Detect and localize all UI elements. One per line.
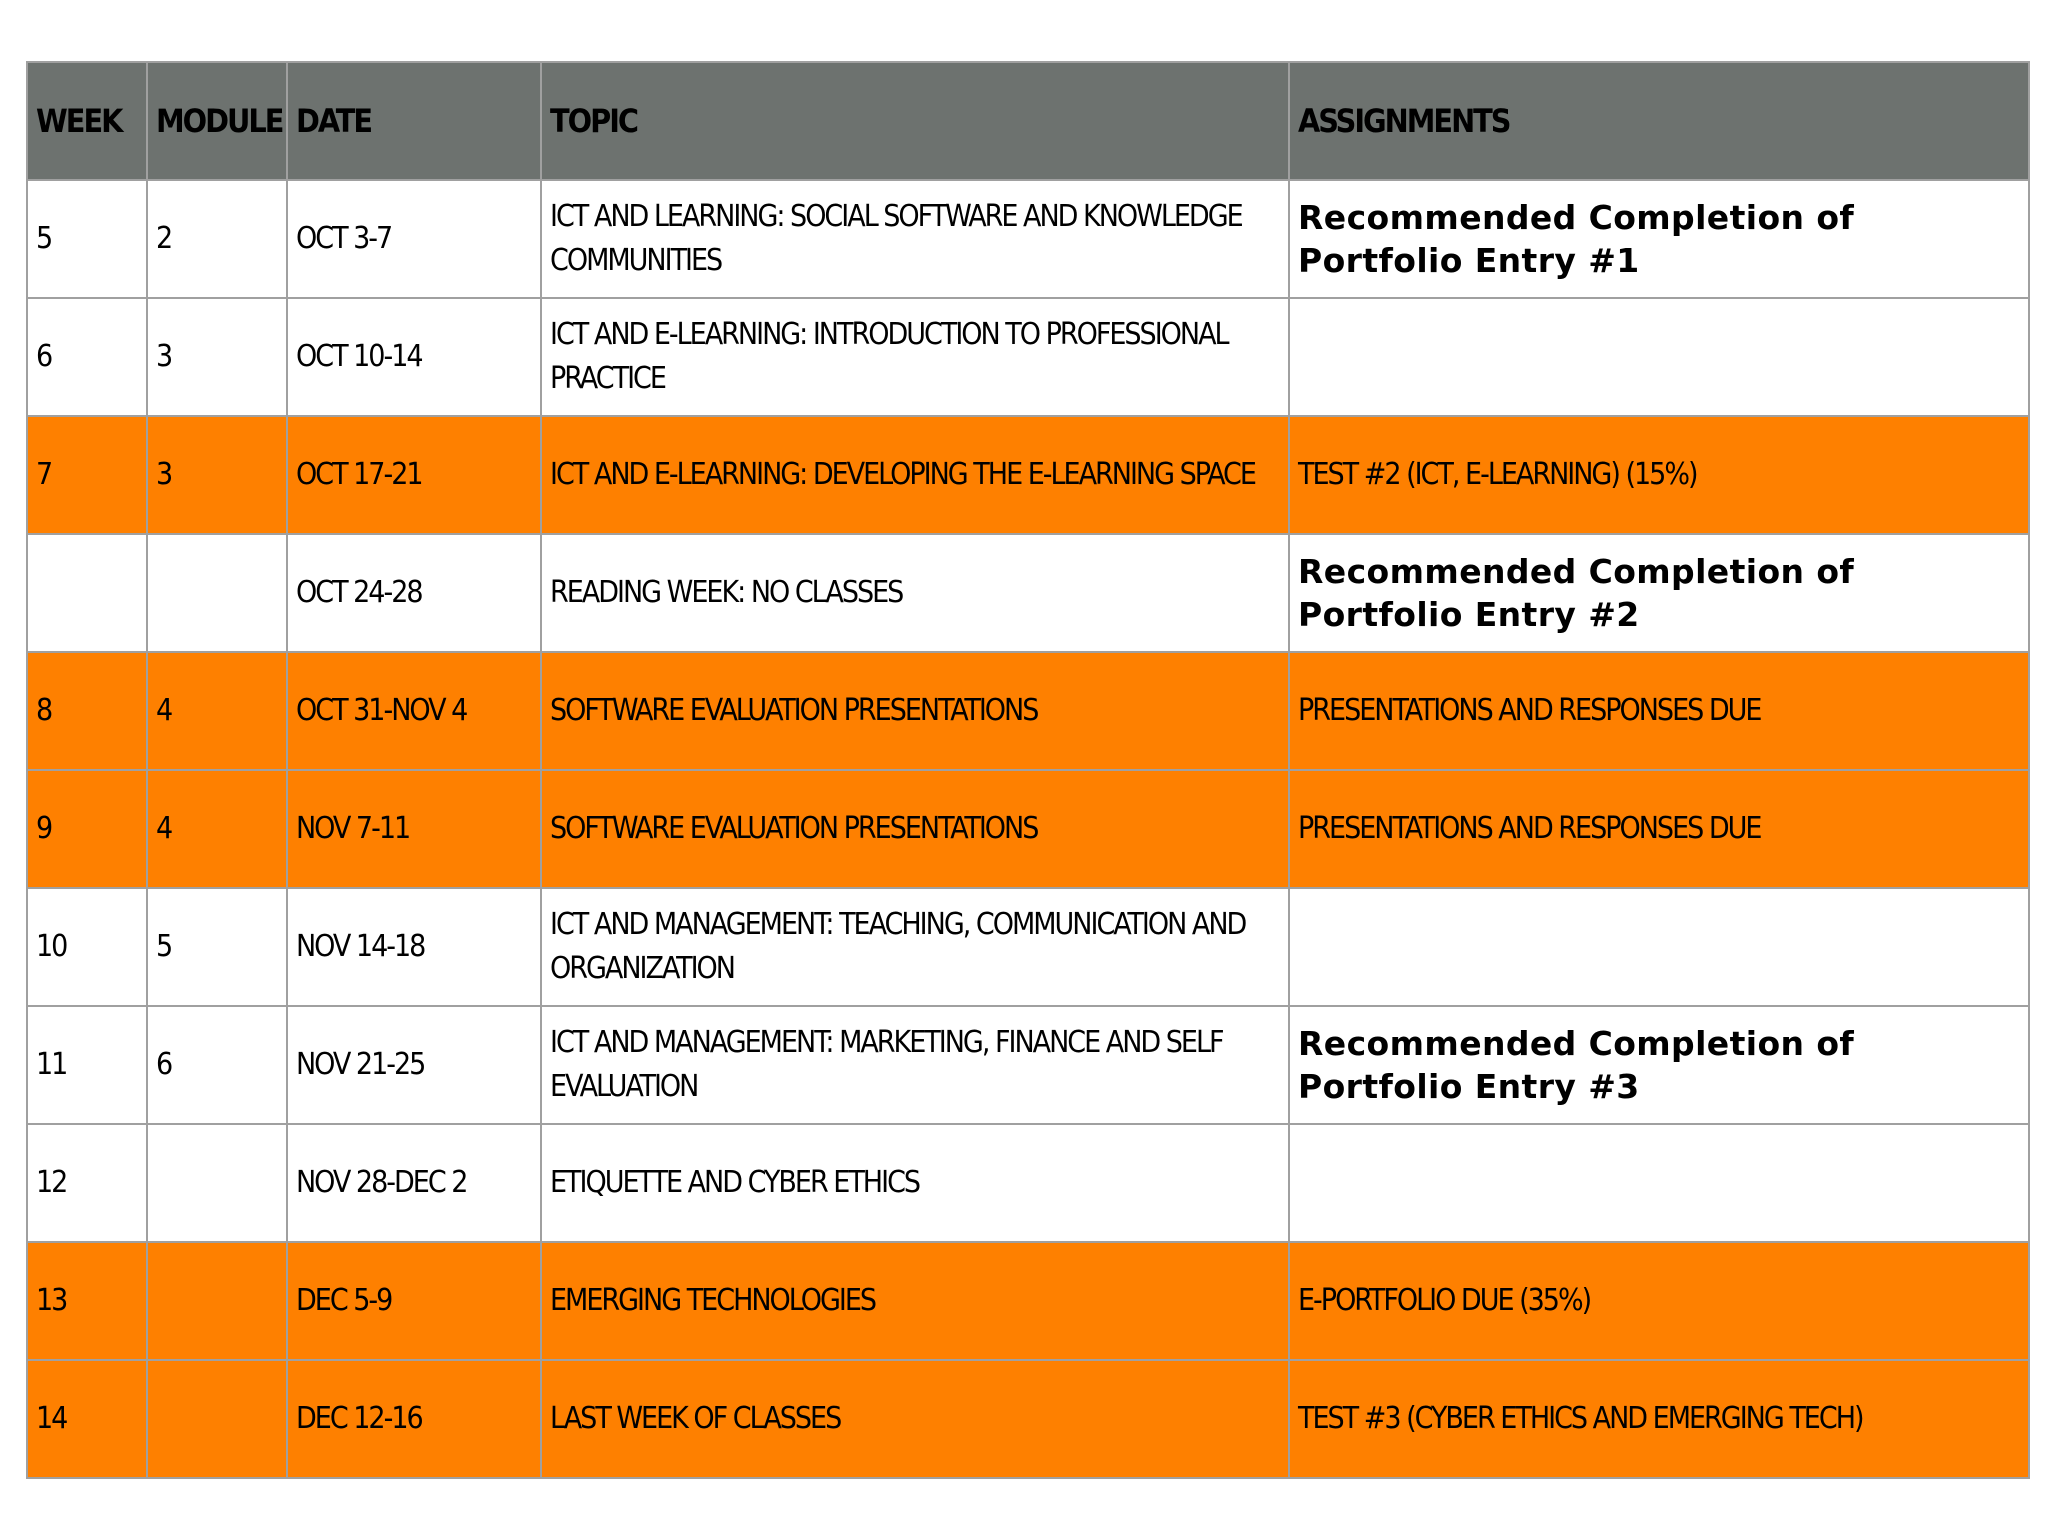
topic-cell: SOFTWARE EVALUATION PRESENTATIONS (541, 770, 1289, 888)
date-cell: OCT 31-NOV 4 (287, 652, 541, 770)
module-cell (147, 1242, 287, 1360)
assignment-cell: PRESENTATIONS AND RESPONSES DUE (1289, 652, 2029, 770)
module-cell: 5 (147, 888, 287, 1006)
topic-cell: LAST WEEK OF CLASSES (541, 1360, 1289, 1478)
module-cell (147, 1360, 287, 1478)
date-cell: OCT 10-14 (287, 298, 541, 416)
date-cell: OCT 17-21 (287, 416, 541, 534)
week-cell: 14 (27, 1360, 147, 1478)
topic-cell: ETIQUETTE AND CYBER ETHICS (541, 1124, 1289, 1242)
date-cell: NOV 28-DEC 2 (287, 1124, 541, 1242)
topic-cell: ICT AND MANAGEMENT: MARKETING, FINANCE AND SELF EVALUATION (541, 1006, 1289, 1124)
column-header-date: DATE (287, 62, 541, 180)
assignment-cell: TEST #2 (ICT, E-LEARNING) (15%) (1289, 416, 2029, 534)
table-body (27, 180, 2029, 1478)
assignment-cell (1289, 888, 2029, 1006)
column-header-module: MODULE (147, 62, 287, 180)
table-row (27, 534, 2029, 652)
week-cell: 13 (27, 1242, 147, 1360)
module-cell: 6 (147, 1006, 287, 1124)
table-row (27, 652, 2029, 770)
table-row (27, 416, 2029, 534)
week-cell: 11 (27, 1006, 147, 1124)
assignment-cell: E-PORTFOLIO DUE (35%) (1289, 1242, 2029, 1360)
table-row (27, 1242, 2029, 1360)
assignment-cell: PRESENTATIONS AND RESPONSES DUE (1289, 770, 2029, 888)
table-row (27, 1006, 2029, 1124)
module-cell: 2 (147, 180, 287, 298)
table-row (27, 1360, 2029, 1478)
module-cell: 3 (147, 298, 287, 416)
assignment-cell: Recommended Completion of Portfolio Entry #2 (1289, 534, 2029, 652)
module-cell: 4 (147, 652, 287, 770)
assignment-cell (1289, 298, 2029, 416)
assignment-cell: Recommended Completion of Portfolio Entry #3 (1289, 1006, 2029, 1124)
date-cell: NOV 14-18 (287, 888, 541, 1006)
week-cell: 10 (27, 888, 147, 1006)
week-cell: 8 (27, 652, 147, 770)
assignment-cell (1289, 1124, 2029, 1242)
module-cell: 4 (147, 770, 287, 888)
column-header-topic: TOPIC (541, 62, 1289, 180)
date-cell: DEC 5-9 (287, 1242, 541, 1360)
course-schedule-table (26, 61, 2030, 1479)
table-row (27, 180, 2029, 298)
assignment-cell: Recommended Completion of Portfolio Entry #1 (1289, 180, 2029, 298)
table-row (27, 770, 2029, 888)
date-cell: OCT 24-28 (287, 534, 541, 652)
date-cell: NOV 21-25 (287, 1006, 541, 1124)
week-cell: 6 (27, 298, 147, 416)
topic-cell: ICT AND MANAGEMENT: TEACHING, COMMUNICATION AND ORGANIZATION (541, 888, 1289, 1006)
table-row (27, 1124, 2029, 1242)
column-header-week: WEEK (27, 62, 147, 180)
module-cell (147, 534, 287, 652)
week-cell: 9 (27, 770, 147, 888)
date-cell: DEC 12-16 (287, 1360, 541, 1478)
week-cell: 5 (27, 180, 147, 298)
topic-cell: ICT AND E-LEARNING: DEVELOPING THE E-LEARNING SPACE (541, 416, 1289, 534)
week-cell: 12 (27, 1124, 147, 1242)
week-cell: 7 (27, 416, 147, 534)
module-cell: 3 (147, 416, 287, 534)
topic-cell: SOFTWARE EVALUATION PRESENTATIONS (541, 652, 1289, 770)
week-cell (27, 534, 147, 652)
assignment-cell: TEST #3 (CYBER ETHICS AND EMERGING TECH) (1289, 1360, 2029, 1478)
topic-cell: EMERGING TECHNOLOGIES (541, 1242, 1289, 1360)
column-header-assignments: ASSIGNMENTS (1289, 62, 2029, 180)
table-row (27, 888, 2029, 1006)
date-cell: NOV 7-11 (287, 770, 541, 888)
topic-cell: ICT AND E-LEARNING: INTRODUCTION TO PROFESSIONAL PRACTICE (541, 298, 1289, 416)
table-header-row (27, 62, 2029, 180)
date-cell: OCT 3-7 (287, 180, 541, 298)
table-row (27, 298, 2029, 416)
module-cell (147, 1124, 287, 1242)
topic-cell: READING WEEK: NO CLASSES (541, 534, 1289, 652)
topic-cell: ICT AND LEARNING: SOCIAL SOFTWARE AND KNOWLEDGE COMMUNITIES (541, 180, 1289, 298)
